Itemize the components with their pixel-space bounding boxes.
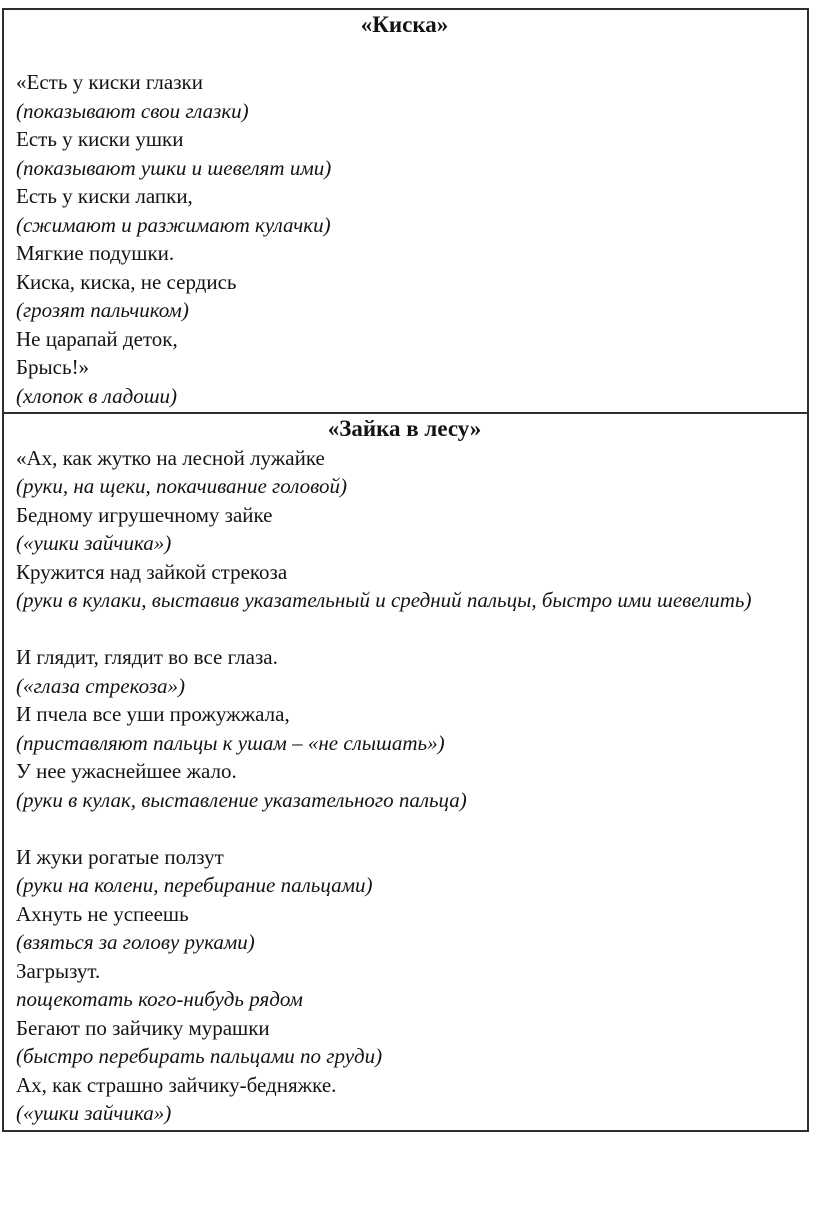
verse-line: Бедному игрушечному зайке (16, 502, 273, 527)
action-line: (взяться за голову руками) (16, 930, 255, 954)
rhyme-lines-zaika (16, 444, 793, 1128)
verse-line: У нее ужаснейшее жало. (16, 759, 237, 783)
action-line: (грозят пальчиком) (16, 298, 189, 322)
verse-line: И пчела все уши прожужжала, (16, 702, 290, 726)
verse-line: И жуки рогатые ползут (16, 844, 224, 869)
verse-line: И глядит, глядит во все глаза. (16, 645, 278, 669)
verse-line: Ах, как страшно зайчику-бедняжке. (16, 1072, 337, 1097)
rhyme-lines-kiska (16, 40, 793, 411)
verse-line: Есть у киски лапки, (16, 184, 193, 208)
verse-line: Ахнуть не успеешь (16, 901, 189, 926)
action-line: (руки в кулак, выставление указательного пальца) (16, 787, 467, 812)
action-line: (руки, на щеки, покачивание головой) (16, 474, 347, 498)
action-line: (приставляют пальцы к ушам – «не слышать») (16, 730, 445, 755)
blank-line (16, 814, 793, 843)
action-line: (руки на колени, перебирание пальцами) (16, 873, 373, 897)
verse-line: Не царапай деток, (16, 326, 178, 351)
action-line: (показывают ушки и шевелят ими) (16, 155, 332, 180)
action-line: (показывают свои глазки) (16, 98, 249, 123)
rhyme-title-kiska: «Киска» (360, 12, 449, 37)
rhymes-table (2, 8, 809, 1132)
verse-line: Загрызут. (16, 958, 101, 983)
rhyme-card-kiska (4, 10, 807, 412)
action-line: («глаза стрекоза») (16, 673, 186, 698)
action-line: (хлопок в ладоши) (16, 383, 178, 408)
action-line: («ушки зайчика») (16, 1101, 172, 1125)
rhyme-card-zaika (4, 412, 807, 1130)
action-line: (сжимают и разжимают кулачки) (16, 212, 331, 237)
blank-line (16, 40, 793, 69)
verse-line: Киска, киска, не сердись (16, 269, 237, 294)
verse-line: Бегают по зайчику мурашки (16, 1015, 270, 1040)
verse-line: Кружится над зайкой стрекоза (16, 559, 288, 584)
action-line: («ушки зайчика») (16, 531, 172, 555)
rhyme-title-zaika: «Зайка в лесу» (327, 416, 482, 441)
action-line: (быстро перебирать пальцами по груди) (16, 1044, 383, 1068)
verse-line: Мягкие подушки. (16, 241, 175, 265)
action-line: (руки в кулаки, выставив указательный и средний пальцы, быстро ими шевелить) (16, 588, 752, 612)
verse-line: Есть у киски ушки (16, 127, 184, 151)
blank-line (16, 615, 793, 644)
verse-line: «Есть у киски глазки (16, 70, 203, 94)
action-line: пощекотать кого-нибудь рядом (16, 987, 303, 1011)
verse-line: «Ах, как жутко на лесной лужайке (16, 445, 325, 470)
verse-line: Брысь!» (16, 355, 90, 379)
